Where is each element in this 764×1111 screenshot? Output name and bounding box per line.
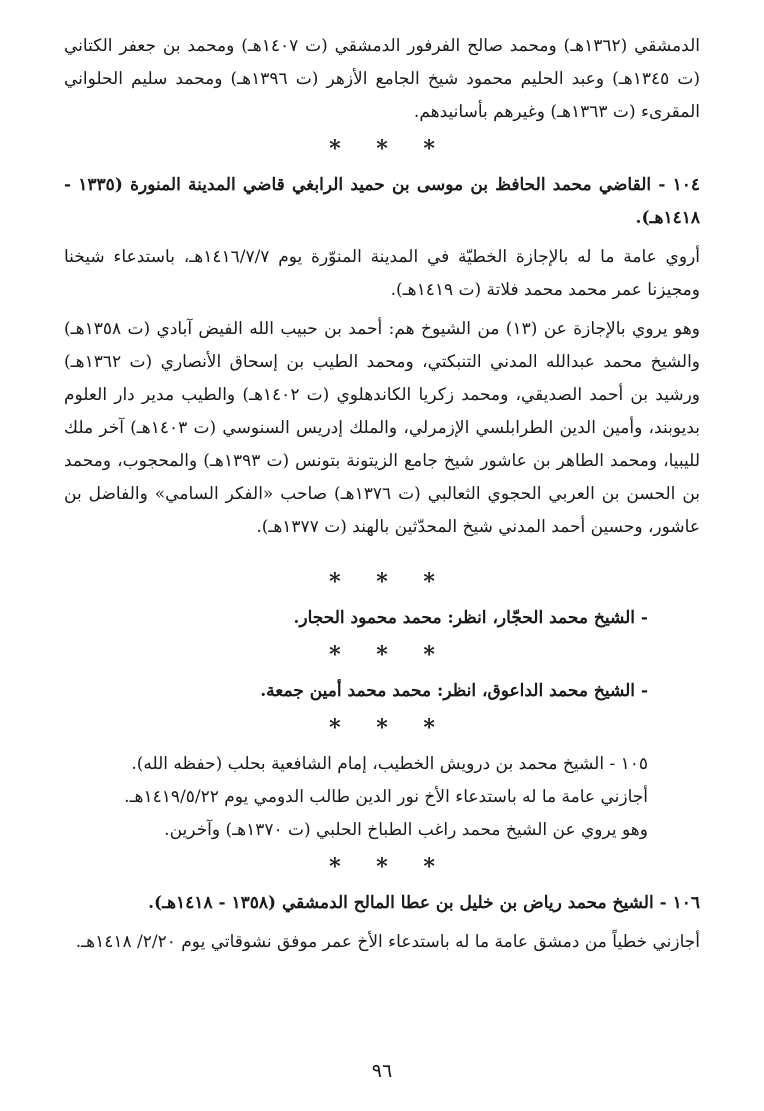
entry-105-teachers: وهو يروي عن الشيخ محمد راغب الطباخ الحلبي (ت ١٣٧٠هـ) وآخرين. (164, 820, 648, 840)
cross-ref-daouk: - الشيخ محمد الداعوق، انظر: محمد محمد أمين جمعة. (260, 681, 648, 701)
entry-106-heading: ١٠٦ - الشيخ محمد رياض بن خليل بن عطا المالح الدمشقي (١٣٥٨ - ١٤١٨هـ). (148, 893, 700, 913)
separator-5: * * * (329, 854, 449, 880)
entry-105-ijaza: أجازني عامة ما له باستدعاء الأخ نور الدين طالب الدومي يوم ١٤١٩/٥/٢٢هـ. (124, 787, 648, 807)
paragraph-continuation: الدمشقي (١٣٦٢هـ) ومحمد صالح الفرفور الدمشقي (ت ١٤٠٧هـ) ومحمد بن جعفر الكتاني (ت ١٣٤٥هـ) وعبد الحليم محمود شيخ الجامع الأزهر (ت ١٣٩٦هـ) ومحمد سليم الحلواني المقرىء (ت ١٣٦٣هـ) وغيرهم بأسانيدهم. (64, 36, 701, 122)
page-body (64, 30, 700, 959)
separator-2: * * * (329, 569, 449, 595)
entry-106-ijaza: أجازني خطياً من دمشق عامة ما له باستدعاء الأخ عمر موفق نشوقاتي يوم ٢/٢٠/ ١٤١٨هـ. (75, 932, 700, 952)
separator-4: * * * (329, 715, 449, 741)
cross-ref-hajjar: - الشيخ محمد الحجّار، انظر: محمد محمود الحجار. (293, 608, 648, 628)
entry-104-heading: ١٠٤ - القاضي محمد الحافظ بن موسى بن حميد الرابغي قاضي المدينة المنورة (١٣٣٥ - ١٤١٨هـ). (64, 175, 700, 228)
separator-1: * * * (329, 136, 449, 162)
entry-104-ijaza: أروي عامة ما له بالإجازة الخطيّة في المدينة المنوّرة يوم ١٤١٦/٧/٧هـ، باستدعاء شيخنا ومجيزنا عمر محمد محمد فلاتة (ت ١٤١٩هـ). (64, 247, 700, 300)
entry-105-heading: ١٠٥ - الشيخ محمد بن درويش الخطيب، إمام الشافعية بحلب (حفظه الله). (131, 754, 648, 774)
entry-104-teachers: وهو يروي بالإجازة عن (١٣) من الشيوخ هم: أحمد بن حبيب الله الفيض آبادي (ت ١٣٥٨هـ) والشيخ محمد عبدالله المدني التنبكتي، ومحمد الطيب بن إسحاق الأنصاري (ت ١٣٦٢هـ) ورشيد بن أحمد الصديقي، ومحمد زكريا الكاندهلوي (ت ١٤٠٢هـ) والطيب مدير دار العلوم بديوبند، وأمين الدين الطرابلسي الإزمرلي، والملك إدريس السنوسي (ت ١٤٠٣هـ) آخر ملك لليبيا، ومحمد الطاهر بن عاشور شيخ جامع الزيتونة بتونس (ت ١٣٩٣هـ) والمحجوب، ومحمد بن الحسن بن العربي الحجوي الثعالبي (ت ١٣٧٦هـ) صاحب «الفكر السامي» والفاضل بن عاشور، وحسين أحمد المدني شيخ المحدّثين بالهند (ت ١٣٧٧هـ). (64, 319, 701, 537)
separator-3: * * * (329, 642, 449, 668)
page-number: ٩٦ (371, 1060, 393, 1082)
